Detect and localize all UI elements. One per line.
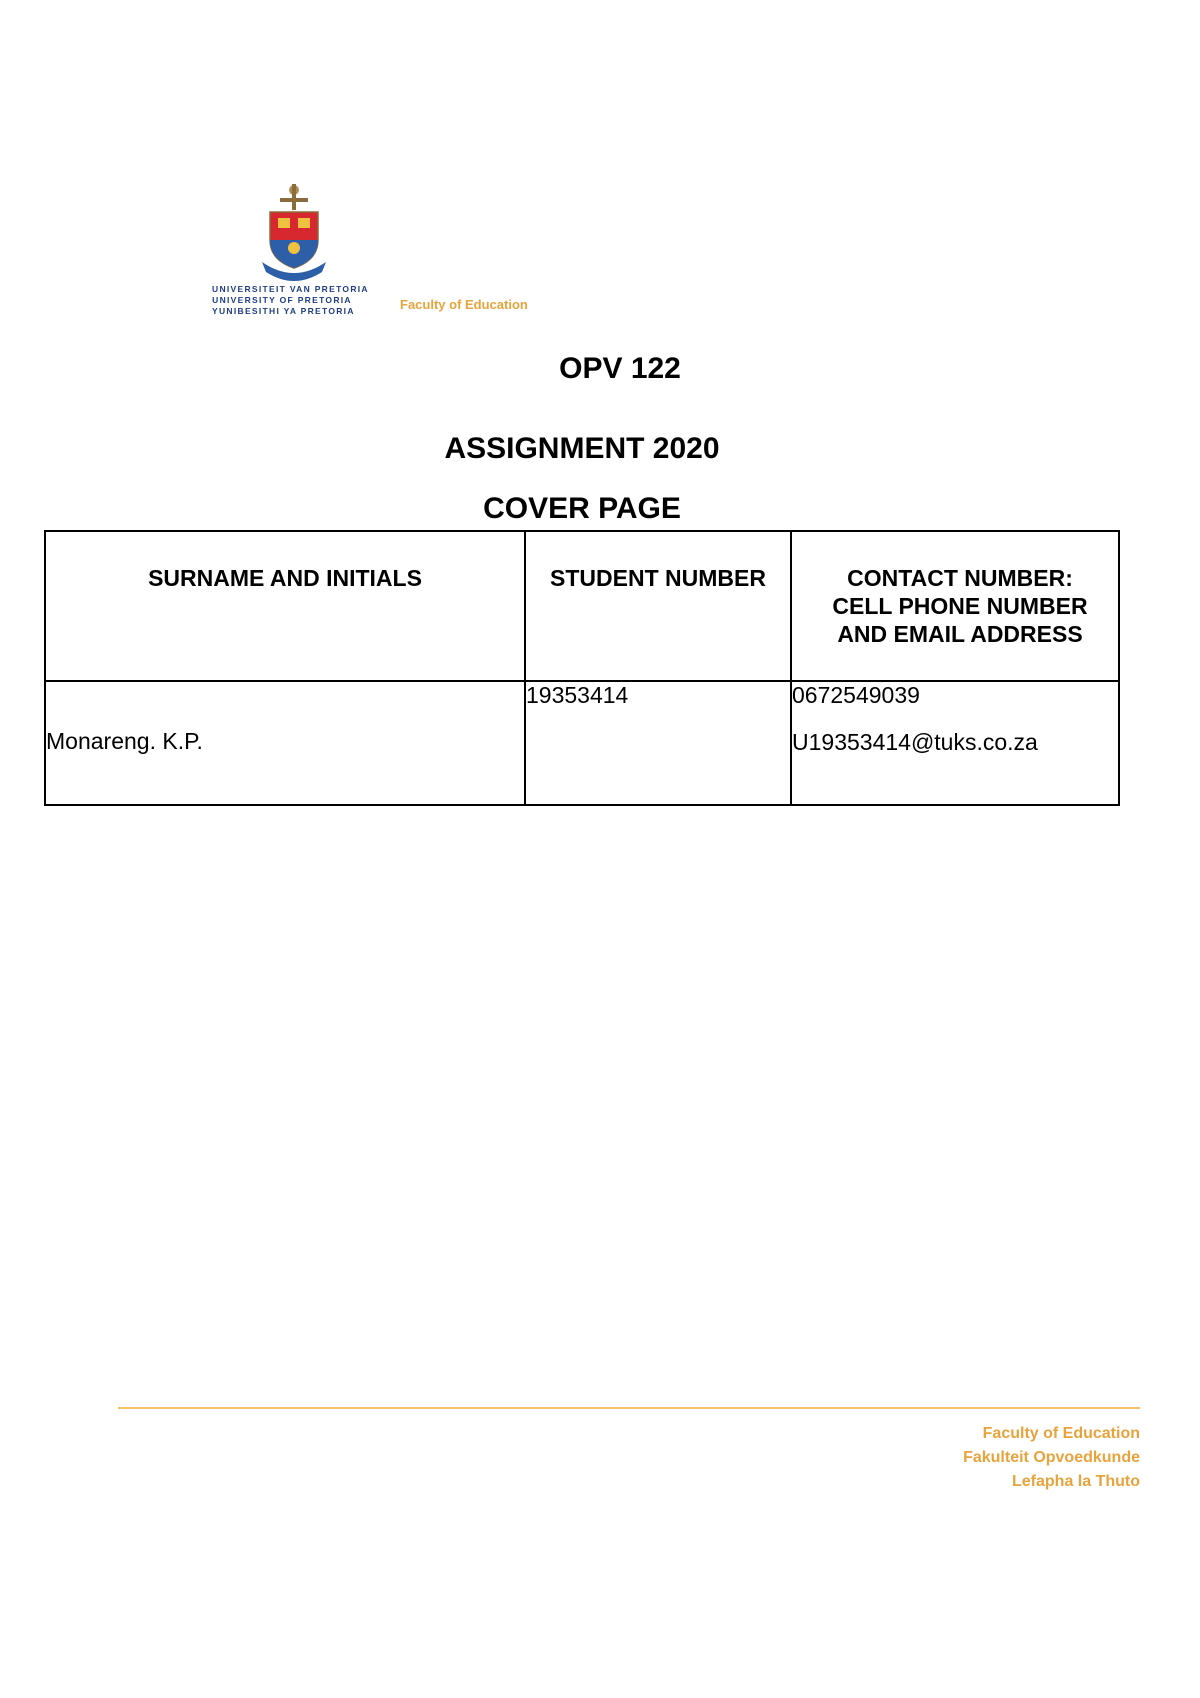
student-name: Monareng. K.P. <box>46 728 203 754</box>
header-student-number: STUDENT NUMBER <box>525 531 791 681</box>
cover-page-title: COVER PAGE <box>483 492 681 525</box>
university-name-sepedi: YUNIBESITHI YA PRETORIA <box>212 306 355 316</box>
university-logo <box>212 182 369 317</box>
table-header-row <box>45 531 1119 681</box>
assignment-title: ASSIGNMENT 2020 <box>444 432 720 465</box>
footer-line-english: Faculty of Education <box>982 1425 1140 1442</box>
cell-student-number <box>525 681 791 805</box>
student-info-table <box>44 530 1120 806</box>
university-name-afrikaans: UNIVERSITEIT VAN PRETORIA <box>212 284 369 294</box>
university-crest-icon <box>258 182 330 282</box>
student-number-value: 19353414 <box>526 682 629 708</box>
header-contact: CONTACT NUMBER: CELL PHONE NUMBER AND EMAIL ADDRESS <box>791 531 1119 681</box>
faculty-label: Faculty of Education <box>400 297 528 312</box>
footer-line-afrikaans: Fakulteit Opvoedkunde <box>963 1449 1140 1466</box>
email-value: U19353414@tuks.co.za <box>792 729 1038 755</box>
table-row <box>45 681 1119 805</box>
phone-value: 0672549039 <box>792 682 920 708</box>
course-code-title: OPV 122 <box>559 352 681 385</box>
university-name-english: UNIVERSITY OF PRETORIA <box>212 295 352 305</box>
cell-contact <box>791 681 1119 805</box>
cell-name <box>45 681 525 805</box>
footer-divider <box>118 1407 1140 1409</box>
footer-line-sepedi: Lefapha la Thuto <box>1012 1473 1140 1490</box>
header-surname-initials: SURNAME AND INITIALS <box>45 531 525 681</box>
